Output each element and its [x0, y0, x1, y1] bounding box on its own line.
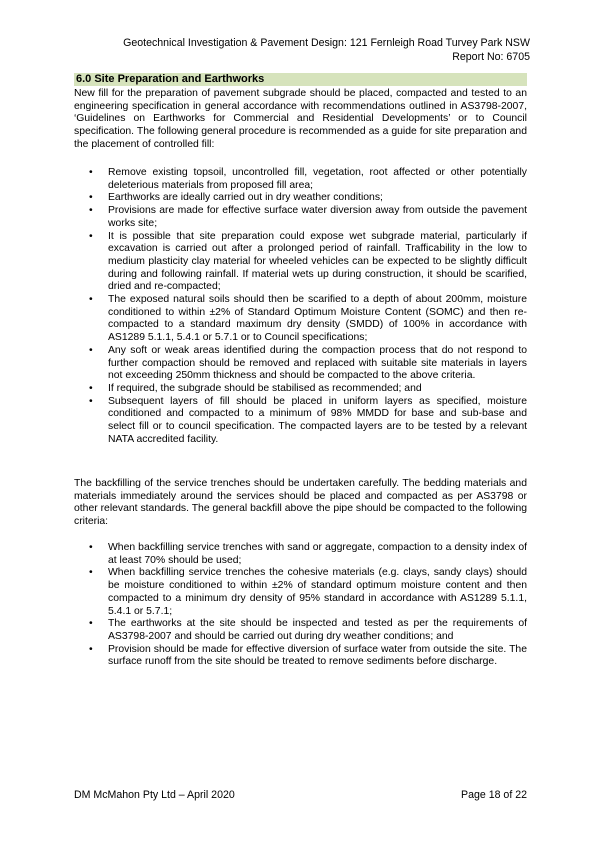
backfill-paragraph	[74, 478, 527, 529]
backfill-text: The backfilling of the service trenches should be undertaken carefully. The bedding materials and materials immediately around the services should be placed and compacted as per AS3798 or other relevant standards. The general backfill above the pipe should be compacted to the following criteria:	[74, 478, 527, 528]
backfill-list-container	[74, 542, 527, 669]
list-item	[74, 167, 527, 192]
header-title: Geotechnical Investigation & Pavement Design: 121 Fernleigh Road Turvey Park NSW	[123, 37, 530, 49]
bullet-icon: •	[89, 542, 93, 553]
bullet-icon: •	[89, 618, 93, 630]
list-item	[74, 231, 527, 295]
bullet-icon: •	[89, 205, 93, 217]
list-item-text: When backfilling service trenches with sand or aggregate, compaction to a density index of at least 70% should be used;	[108, 542, 527, 566]
page-header	[123, 36, 530, 64]
list-item	[74, 644, 527, 669]
list-item-text: Provision should be made for effective diversion of surface water from outside the site. The surface runoff from the site should be treated to remove sediments before discharge.	[108, 643, 527, 668]
list-item	[74, 205, 527, 230]
list-item	[74, 294, 527, 345]
list-item-text: The exposed natural soils should then be scarified to a depth of about 200mm, moisture conditioned to within ±2% of Standard Optimum Moisture Content (SOMC) and then re-compacted to a standard maximum dry density (SMDD) of 100% in accordance with AS1289 5.1.1, 5.4.1 or 5.7.1 or to Council specifications;	[108, 294, 527, 344]
list-item	[74, 396, 527, 447]
procedure-list	[74, 167, 527, 446]
list-item-text: Remove existing topsoil, uncontrolled fill, vegetation, root affected or other potentially deleterious materials from proposed fill area;	[108, 167, 527, 191]
list-item	[74, 383, 527, 396]
list-item-text: Any soft or weak areas identified during the compaction process that do not respond to further compaction should be removed and replaced with suitable site materials in layers not exceeding 250mm thickness and should be compacted to the above criteria.	[108, 344, 527, 382]
procedure-list-container	[74, 167, 527, 446]
bullet-icon: •	[89, 230, 93, 242]
bullet-icon: •	[89, 643, 93, 655]
list-item	[74, 542, 527, 567]
bullet-icon: •	[89, 294, 93, 306]
bullet-icon: •	[89, 382, 93, 394]
bullet-icon: •	[89, 167, 93, 178]
list-item-text: If required, the subgrade should be stabilised as recommended; and	[108, 382, 422, 394]
list-item-text: Subsequent layers of fill should be placed in uniform layers as specified, moisture conditioned and compacted to a minimum of 98% MMDD for base and sub-base and select fill or to council specification. The compacted layers are to be tested by a relevant NATA accredited facility.	[108, 395, 527, 445]
list-item	[74, 345, 527, 383]
bullet-icon: •	[89, 344, 93, 356]
bullet-icon: •	[89, 567, 93, 579]
intro-text: New fill for the preparation of pavement subgrade should be placed, compacted and tested to an engineering specification in general accordance with recommendations outlined in AS3798-2007, ‘Guidelines on Earthworks for Commercial and Residential Developments’ or to Council specification. The following general procedure is recommended as a guide for site preparation and the placement of controlled fill:	[74, 88, 527, 150]
footer-company-date: DM McMahon Pty Ltd – April 2020	[74, 789, 235, 801]
list-item	[74, 192, 527, 205]
list-item	[74, 618, 527, 643]
bullet-icon: •	[89, 192, 93, 204]
bullet-icon: •	[89, 395, 93, 407]
header-report-number: Report No: 6705	[452, 51, 530, 63]
list-item-text: Earthworks are ideally carried out in dry weather conditions;	[108, 192, 383, 204]
footer-page-number: Page 18 of 22	[461, 789, 527, 801]
list-item	[74, 567, 527, 618]
list-item-text: When backfilling service trenches the cohesive materials (e.g. clays, sandy clays) should be moisture conditioned to within ±2% of standard optimum moisture content and then compacted to a minimum dry density of 95% standard in accordance with AS1289 5.1.1, 5.4.1 or 5.7.1;	[108, 567, 527, 617]
intro-paragraph	[74, 88, 527, 152]
list-item-text: Provisions are made for effective surface water diversion away from outside the pavement works site;	[108, 205, 527, 229]
list-item-text: It is possible that site preparation could expose wet subgrade material, particularly if excavation is carried out after a prolonged period of rainfall. Trafficability in the low to medium plasticity clay material for wheeled vehicles can be expected to be slightly difficult during and following rainfall. If material wets up during construction, it should be scarified, dried and re-compacted;	[108, 230, 527, 293]
backfill-list	[74, 542, 527, 669]
list-item-text: The earthworks at the site should be inspected and tested as per the requirements of AS3798-2007 and should be carried out during dry weather conditions; and	[108, 618, 527, 642]
section-heading: 6.0 Site Preparation and Earthworks	[74, 73, 527, 86]
